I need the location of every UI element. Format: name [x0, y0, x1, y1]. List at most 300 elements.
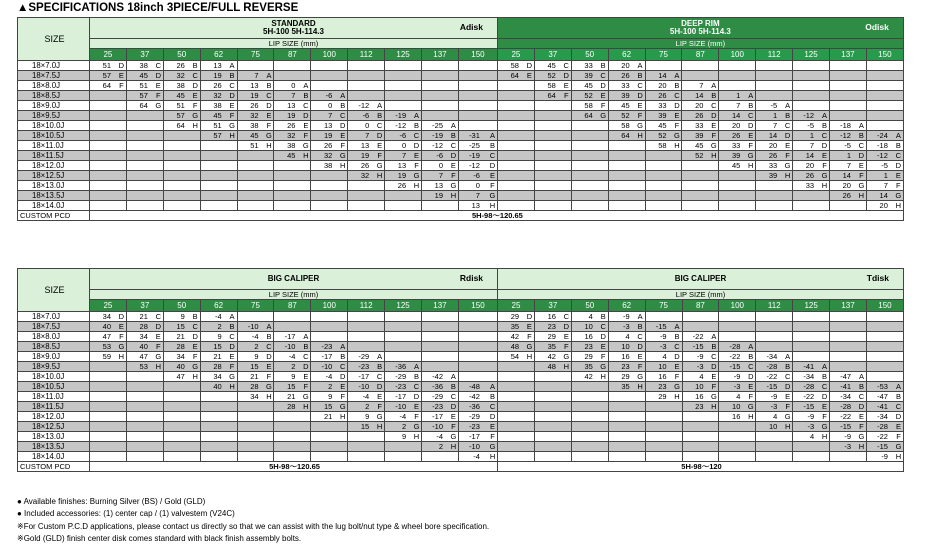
offset-cell: [719, 161, 756, 171]
disk-letter: D: [747, 120, 754, 130]
offset-cell: [274, 402, 311, 412]
disk-letter: H: [303, 150, 309, 160]
offset-cell: [200, 332, 237, 342]
offset-value: 32: [213, 90, 222, 100]
offset-cell: [90, 442, 127, 452]
offset-cell: [458, 91, 497, 101]
offset-cell: [534, 201, 571, 211]
offset-value: 39: [731, 150, 741, 160]
offset-value: 45: [176, 90, 185, 100]
offset-cell: [719, 372, 756, 382]
offset-value: 20: [731, 120, 741, 130]
offset-value: 26: [176, 60, 185, 70]
offset-value: 0: [475, 180, 480, 190]
offset-cell: [274, 141, 311, 151]
offset-cell: [422, 402, 459, 412]
offset-value: 26: [695, 110, 704, 120]
offset-value: -34: [877, 411, 888, 421]
offset-cell: [458, 432, 497, 442]
offset-cell: [866, 91, 903, 101]
offset-cell: [756, 452, 793, 462]
offset-cell: [534, 161, 571, 171]
offset-cell: [571, 332, 608, 342]
offset-cell: [163, 432, 200, 442]
disk-letter: C: [340, 110, 346, 120]
size-cell: 18×10.0J: [18, 372, 90, 382]
disk-letter: G: [376, 160, 383, 170]
offset-value: 9: [180, 311, 185, 321]
offset-cell: [458, 402, 497, 412]
offset-value: 19: [324, 130, 333, 140]
offset-cell: [200, 71, 237, 81]
offset-cell: [608, 362, 645, 372]
disk-letter: G: [229, 120, 235, 130]
lip-width-37: 37: [126, 49, 163, 61]
offset-value: 19: [250, 90, 259, 100]
disk-letter: F: [377, 150, 382, 160]
disk-letter: G: [450, 431, 457, 441]
offset-cell: [274, 322, 311, 332]
offset-value: 35: [584, 361, 593, 371]
offset-value: 15: [176, 321, 185, 331]
lip-width-150: 150: [866, 49, 903, 61]
offset-cell: [645, 442, 682, 452]
disk-letter: E: [526, 321, 532, 331]
offset-cell: [866, 151, 903, 161]
offset-cell: [274, 131, 311, 141]
disk-letter: F: [748, 140, 753, 150]
disk-letter: E: [192, 90, 198, 100]
offset-cell: [866, 81, 903, 91]
size-row: [18, 402, 904, 412]
offset-cell: [90, 452, 127, 462]
offset-cell: [756, 191, 793, 201]
offset-value: 45: [695, 140, 704, 150]
offset-cell: [163, 151, 200, 161]
offset-cell: [422, 362, 459, 372]
offset-cell: [274, 392, 311, 402]
size-cell: 18×9.0J: [18, 352, 90, 362]
custom-pcd-row: [18, 211, 904, 221]
offset-value: 16: [547, 311, 556, 321]
disk-letter: B: [748, 100, 754, 110]
offset-cell: [200, 312, 237, 322]
offset-cell: [682, 61, 719, 71]
size-row: [18, 432, 904, 442]
offset-cell: [571, 372, 608, 382]
offset-cell: [385, 322, 422, 332]
disk-letter: F: [303, 130, 309, 140]
offset-value: 34: [250, 391, 259, 401]
offset-value: 26: [397, 180, 407, 190]
offset-value: -3: [696, 361, 704, 371]
offset-cell: [866, 442, 903, 452]
lip-width-75: 75: [237, 49, 274, 61]
offset-value: -3: [770, 401, 778, 411]
offset-cell: [571, 392, 608, 402]
disk-letter: H: [563, 361, 570, 371]
offset-cell: [311, 131, 348, 141]
disk-letter: A: [266, 70, 272, 80]
offset-value: -28: [877, 421, 888, 431]
disk-letter: A: [637, 60, 643, 70]
offset-value: -3: [733, 381, 741, 391]
offset-cell: [645, 181, 682, 191]
offset-cell: [163, 352, 200, 362]
offset-cell: [237, 342, 274, 352]
offset-value: 33: [621, 80, 630, 90]
offset-cell: [311, 181, 348, 191]
offset-value: 39: [695, 130, 704, 140]
offset-value: 64: [621, 130, 630, 140]
offset-cell: [311, 422, 348, 432]
lip-width-137: 137: [829, 49, 866, 61]
offset-cell: [719, 392, 756, 402]
offset-value: 2: [401, 421, 407, 431]
disk-letter: E: [600, 341, 606, 351]
offset-cell: [348, 171, 385, 181]
offset-cell: [422, 352, 459, 362]
offset-cell: [756, 201, 793, 211]
offset-cell: [126, 372, 163, 382]
offset-cell: [645, 171, 682, 181]
offset-value: -12: [432, 140, 444, 150]
offset-cell: [311, 392, 348, 402]
offset-cell: [348, 312, 385, 322]
group-header-left: [90, 18, 498, 39]
offset-value: 4: [588, 311, 593, 321]
lip-width-37: 37: [126, 300, 163, 312]
offset-value: 26: [213, 80, 222, 90]
disk-letter: B: [895, 391, 901, 401]
offset-value: -29: [432, 391, 444, 401]
disk-letter: D: [711, 361, 717, 371]
offset-cell: [534, 81, 571, 91]
offset-value: -9: [659, 331, 667, 341]
offset-value: -4: [325, 371, 333, 381]
offset-value: -12: [840, 130, 851, 140]
disk-letter: F: [192, 100, 198, 110]
offset-cell: [830, 392, 867, 402]
disk-letter: E: [340, 130, 346, 140]
offset-cell: [458, 442, 497, 452]
offset-cell: [645, 131, 682, 141]
offset-cell: [385, 312, 422, 322]
offset-value: 13: [324, 120, 333, 130]
offset-value: -10: [432, 421, 444, 431]
offset-value: 33: [805, 180, 815, 190]
disk-letter: C: [450, 391, 457, 401]
offset-value: 32: [324, 150, 333, 160]
lip-width-137: 137: [830, 300, 867, 312]
offset-cell: [497, 181, 534, 191]
offset-cell: [90, 322, 127, 332]
disk-letter: C: [821, 381, 828, 391]
disk-letter: C: [563, 311, 570, 321]
disk-letter: G: [600, 110, 607, 120]
disk-letter: G: [266, 381, 272, 391]
disk-letter: D: [192, 331, 198, 341]
disk-letter: D: [526, 311, 533, 321]
disk-letter: G: [155, 351, 162, 361]
offset-cell: [237, 442, 274, 452]
offset-value: 26: [731, 130, 741, 140]
size-row: [18, 71, 904, 81]
lip-width-125: 125: [793, 49, 830, 61]
offset-cell: [163, 101, 200, 111]
disk-letter: B: [414, 120, 420, 130]
offset-cell: [830, 312, 867, 322]
offset-cell: [756, 362, 793, 372]
offset-value: 19: [213, 70, 222, 80]
offset-cell: [90, 402, 127, 412]
offset-cell: [866, 61, 903, 71]
offset-value: -4: [362, 391, 370, 401]
size-header: SIZE: [18, 18, 90, 61]
offset-cell: [866, 101, 903, 111]
offset-cell: [274, 181, 311, 191]
offset-cell: [682, 101, 719, 111]
disk-letter: G: [339, 150, 346, 160]
offset-value: 52: [547, 70, 556, 80]
offset-cell: [311, 61, 348, 71]
offset-cell: [645, 422, 682, 432]
note-finishes: ● Available finishes: Burning Silver (BS) / Gold (GLD): [17, 497, 206, 506]
disk-letter: A: [340, 90, 346, 100]
disk-letter: H: [674, 140, 680, 150]
offset-cell: [385, 432, 422, 442]
offset-value: -17: [469, 431, 480, 441]
offset-cell: [237, 121, 274, 131]
disk-letter: B: [229, 321, 235, 331]
size-cell: 18×7.5J: [18, 322, 90, 332]
offset-cell: [498, 382, 535, 392]
disk-letter: H: [376, 170, 383, 180]
offset-cell: [608, 332, 645, 342]
offset-cell: [237, 71, 274, 81]
offset-cell: [311, 332, 348, 342]
offset-cell: [608, 372, 645, 382]
offset-cell: [126, 141, 163, 151]
offset-value: 14: [879, 190, 888, 200]
offset-cell: [311, 402, 348, 412]
disk-letter: F: [711, 381, 717, 391]
offset-value: -47: [877, 391, 888, 401]
offset-value: 1: [883, 170, 888, 180]
offset-cell: [311, 372, 348, 382]
offset-value: -15: [877, 441, 888, 451]
disk-letter: E: [563, 80, 569, 90]
offset-cell: [90, 131, 127, 141]
offset-cell: [719, 412, 756, 422]
offset-cell: [497, 71, 534, 81]
offset-cell: [829, 121, 866, 131]
offset-cell: [237, 91, 274, 101]
offset-cell: [534, 312, 571, 322]
size-cell: 18×12.0J: [18, 161, 90, 171]
disk-letter: C: [748, 361, 754, 371]
offset-cell: [348, 432, 385, 442]
offset-value: 16: [695, 391, 704, 401]
offset-cell: [422, 342, 459, 352]
offset-cell: [422, 71, 459, 81]
offset-cell: [422, 372, 459, 382]
offset-value: 64: [510, 70, 519, 80]
offset-cell: [90, 201, 127, 211]
disk-letter: F: [303, 381, 309, 391]
offset-cell: [422, 171, 459, 181]
offset-cell: [534, 382, 571, 392]
offset-cell: [645, 61, 682, 71]
size-cell: 18×7.0J: [18, 312, 90, 322]
offset-value: 20: [621, 60, 630, 70]
disk-letter: G: [302, 391, 309, 401]
disk-letter: G: [858, 431, 865, 441]
offset-cell: [237, 352, 274, 362]
offset-cell: [274, 91, 311, 101]
offset-value: 9: [365, 411, 370, 421]
offset-cell: [497, 131, 534, 141]
offset-value: 0: [328, 100, 333, 110]
offset-value: -23: [358, 361, 370, 371]
size-row: [18, 442, 904, 452]
offset-cell: [682, 352, 719, 362]
disk-letter: F: [451, 421, 456, 431]
disk-letter: B: [490, 391, 496, 401]
group-name: BIG CALIPER: [674, 274, 727, 283]
lip-size-label: LIP SIZE (mm): [498, 290, 904, 300]
offset-value: 23: [584, 341, 593, 351]
offset-cell: [719, 452, 756, 462]
offset-cell: [126, 161, 163, 171]
offset-cell: [458, 452, 497, 462]
offset-cell: [719, 111, 756, 121]
disk-letter: B: [303, 341, 309, 351]
offset-cell: [793, 151, 830, 161]
offset-cell: [829, 61, 866, 71]
offset-value: 20: [805, 160, 815, 170]
disk-letter: C: [229, 80, 235, 90]
offset-value: -15: [803, 401, 815, 411]
offset-cell: [163, 161, 200, 171]
offset-cell: [311, 81, 348, 91]
offset-cell: [422, 121, 459, 131]
disk-letter: D: [266, 351, 272, 361]
lip-width-137: 137: [422, 49, 459, 61]
offset-cell: [682, 141, 719, 151]
offset-value: 34: [176, 351, 185, 361]
offset-value: 33: [658, 100, 667, 110]
lip-width-150: 150: [458, 300, 497, 312]
offset-value: -10: [358, 381, 370, 391]
offset-value: 21: [287, 391, 296, 401]
disk-letter: H: [895, 451, 902, 461]
offset-cell: [830, 442, 867, 452]
offset-cell: [645, 332, 682, 342]
size-cell: 18×12.5J: [18, 422, 90, 432]
size-row: [18, 422, 904, 432]
offset-cell: [126, 151, 163, 161]
offset-cell: [866, 191, 903, 201]
disk-letter: C: [600, 70, 606, 80]
offset-cell: [126, 422, 163, 432]
offset-cell: [311, 101, 348, 111]
offset-value: -4: [473, 451, 480, 461]
offset-value: 57: [176, 110, 185, 120]
offset-cell: [274, 191, 311, 201]
offset-cell: [90, 332, 127, 342]
disk-letter: H: [376, 421, 383, 431]
offset-cell: [237, 422, 274, 432]
offset-value: 20: [695, 100, 704, 110]
offset-value: 45: [658, 120, 667, 130]
custom-pcd-value-left: 5H-98～120.65: [90, 462, 498, 472]
offset-cell: [645, 161, 682, 171]
offset-cell: [682, 151, 719, 161]
offset-cell: [90, 412, 127, 422]
offset-value: 19: [397, 170, 407, 180]
offset-cell: [866, 432, 903, 442]
offset-value: 1: [736, 90, 741, 100]
disk-letter: F: [414, 411, 419, 421]
disk-letter: F: [155, 341, 161, 351]
offset-cell: [163, 111, 200, 121]
disk-letter: G: [413, 421, 420, 431]
offset-value: 64: [584, 110, 593, 120]
offset-value: 33: [768, 160, 778, 170]
offset-value: -10: [247, 321, 259, 331]
offset-value: 26: [360, 160, 370, 170]
offset-cell: [237, 372, 274, 382]
offset-cell: [90, 352, 127, 362]
disk-letter: H: [489, 451, 496, 461]
offset-value: 4: [736, 391, 741, 401]
offset-cell: [237, 332, 274, 342]
offset-cell: [682, 201, 719, 211]
disk-letter: D: [637, 341, 643, 351]
offset-cell: [866, 392, 903, 402]
offset-cell: [237, 201, 274, 211]
offset-value: -15: [655, 321, 667, 331]
offset-cell: [645, 372, 682, 382]
offset-cell: [866, 312, 903, 322]
offset-value: 45: [250, 130, 259, 140]
offset-cell: [163, 121, 200, 131]
offset-cell: [866, 141, 903, 151]
disk-letter: F: [637, 361, 643, 371]
offset-value: 26: [842, 190, 851, 200]
offset-cell: [274, 61, 311, 71]
offset-cell: [608, 322, 645, 332]
offset-value: 7: [401, 150, 407, 160]
offset-value: -9: [623, 311, 630, 321]
disk-letter: B: [303, 90, 309, 100]
offset-value: 45: [731, 160, 741, 170]
offset-cell: [498, 372, 535, 382]
disk-letter: H: [600, 371, 606, 381]
disk-letter: C: [784, 120, 791, 130]
offset-cell: [829, 171, 866, 181]
offset-cell: [866, 111, 903, 121]
offset-cell: [719, 442, 756, 452]
offset-cell: [200, 422, 237, 432]
size-cell: 18×13.0J: [18, 432, 90, 442]
offset-cell: [385, 392, 422, 402]
offset-cell: [645, 342, 682, 352]
offset-cell: [793, 71, 830, 81]
disk-letter: C: [637, 331, 643, 341]
offset-cell: [90, 181, 127, 191]
